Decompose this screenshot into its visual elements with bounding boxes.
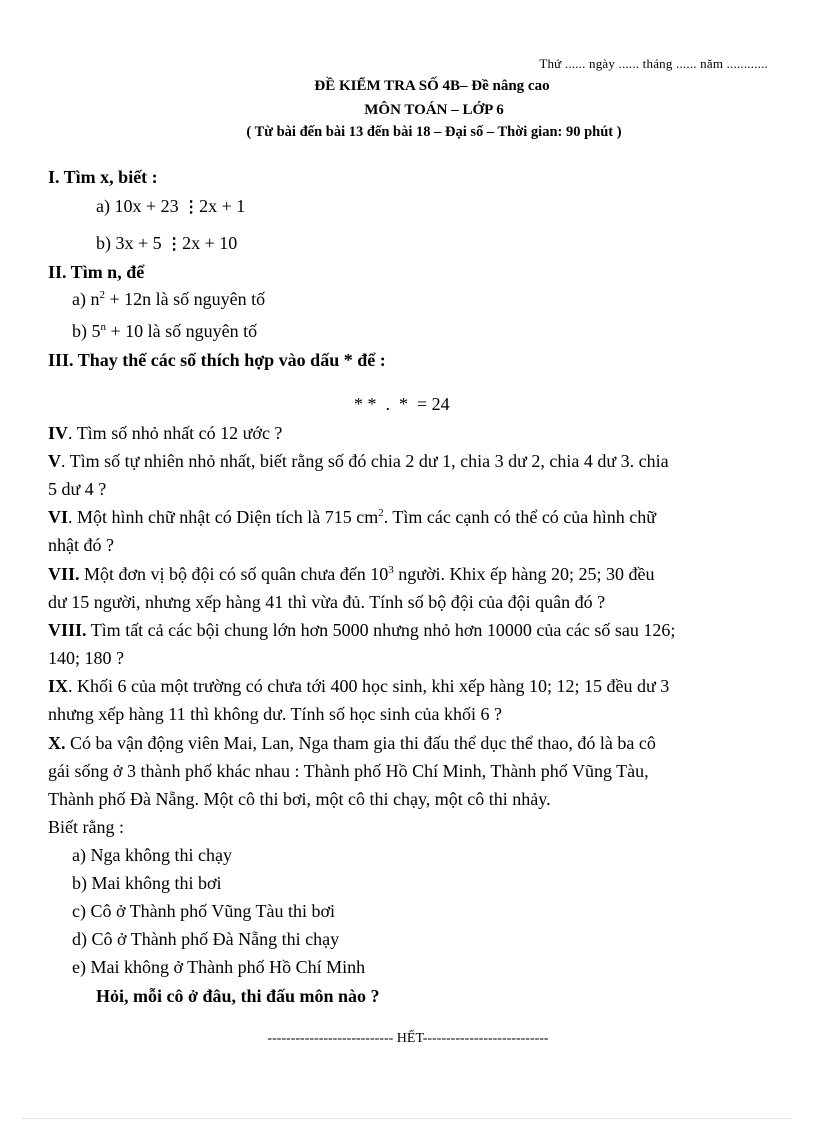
section-10-text: Có ba vận động viên Mai, Lan, Nga tham gia thi đấu thể dục thể thao, đó là ba cô (65, 733, 656, 753)
section-5-number: V (48, 451, 61, 471)
section-9-text: . Khối 6 của một trường có chưa tới 400 học sinh, khi xếp hàng 10; 12; 15 đều dư 3 (68, 676, 670, 696)
section-8-line-1 (48, 619, 675, 641)
section-10-given: Biết rằng : (48, 817, 124, 837)
section-10-item-d: d) Cô ở Thành phố Đà Nẵng thi chạy (72, 929, 340, 949)
section-6-text: . Một hình chữ nhật có Diện tích là 715 cm (68, 507, 379, 527)
section-6-line-1 (48, 506, 656, 528)
section-1-item-a (96, 195, 245, 219)
section-9-line-2: nhưng xếp hàng 11 thì không dư. Tính số học sinh của khối 6 ? (48, 704, 502, 724)
item-b-left: b) 3x + 5 (96, 233, 162, 253)
section-10-number: X. (48, 733, 66, 753)
item-a-right: 2x + 1 (199, 196, 246, 216)
section-4-text: . Tìm số nhỏ nhất có 12 ước ? (68, 423, 283, 443)
section-10-item-e: e) Mai không ở Thành phố Hồ Chí Minh (72, 957, 366, 977)
section-7-line-1 (48, 563, 655, 585)
item-b-text: + 10 là số nguyên tố (106, 321, 258, 341)
section-4 (48, 422, 282, 444)
date-line: Thứ ...... ngày ...... tháng ...... năm ............ (539, 56, 768, 71)
section-8-text: Tìm tất cả các bội chung lớn hơn 5000 nhưng nhỏ hơn 10000 của các số sau 126; (86, 620, 676, 640)
section-7-text: Một đơn vị bộ đội có số quân chưa đến 10 (79, 564, 389, 584)
exam-title: ĐỀ KIỂM TRA SỐ 4B– Đề nâng cao (314, 78, 550, 94)
section-6-text-end: . Tìm các cạnh có thể có của hình chữ (383, 507, 657, 527)
section-6-exponent: 2 (378, 507, 384, 519)
section-9-number: IX (48, 676, 69, 696)
section-10-question: Hỏi, mỗi cô ở đâu, thi đấu môn nào ? (96, 986, 380, 1006)
exam-scope: ( Từ bài đến bài 13 đến bài 18 – Đại số – Thời gian: 90 phút ) (246, 124, 622, 140)
item-b-base: b) 5 (72, 321, 101, 341)
section-10-item-b: b) Mai không thi bơi (72, 873, 222, 893)
section-5-text: . Tìm số tự nhiên nhỏ nhất, biết rằng số đó chia 2 dư 1, chia 3 dư 2, chia 4 dư 3. chia (61, 451, 669, 471)
section-3-equation: * * . * = 24 (354, 394, 450, 414)
item-a-left: a) 10x + 23 (96, 196, 179, 216)
item-a-exponent: 2 (99, 289, 105, 301)
section-6-line-2: nhật đó ? (48, 535, 114, 555)
section-7-text-end: người. Khix ếp hàng 20; 25; 30 đều (393, 564, 655, 584)
exam-subject: MÔN TOÁN – LỚP 6 (364, 102, 504, 118)
section-6-number: VI (48, 507, 69, 527)
section-1-item-b (96, 232, 237, 256)
section-1-heading: I. Tìm x, biết : (48, 167, 158, 187)
section-8-number: VIII. (48, 620, 87, 640)
page-bottom-divider (22, 1118, 792, 1119)
section-2-heading: II. Tìm n, để (48, 262, 145, 282)
section-2-item-b (72, 320, 257, 342)
item-a-text: + 12n là số nguyên tố (104, 289, 266, 309)
item-b-exponent: n (100, 321, 106, 333)
section-8-line-2: 140; 180 ? (48, 648, 124, 668)
divisibility-symbol: ⋮ (166, 236, 183, 253)
section-5-line-2: 5 dư 4 ? (48, 479, 107, 499)
section-9-line-1 (48, 675, 669, 697)
section-4-number: IV (48, 423, 69, 443)
section-7-number: VII. (48, 564, 80, 584)
section-5-line-1 (48, 450, 669, 472)
item-a-base: a) n (72, 289, 100, 309)
section-10-line-3: Thành phố Đà Nẵng. Một cô thi bơi, một cô thi chạy, một cô thi nhảy. (48, 789, 551, 809)
end-marker: --------------------------- HẾT--------------------------- (267, 1031, 549, 1046)
section-10-item-c: c) Cô ở Thành phố Vũng Tàu thi bơi (72, 901, 336, 921)
section-7-exponent: 3 (388, 564, 394, 576)
section-3-heading: III. Thay thế các số thích hợp vào dấu * để : (48, 350, 386, 370)
divisibility-symbol: ⋮ (183, 199, 200, 216)
item-b-right: 2x + 10 (182, 233, 238, 253)
section-10-item-a: a) Nga không thi chạy (72, 845, 232, 865)
section-7-line-2: dư 15 người, nhưng xếp hàng 41 thì vừa đủ. Tính số bộ đội của đội quân đó ? (48, 592, 606, 612)
section-2-item-a (72, 288, 265, 310)
section-10-line-2: gái sống ở 3 thành phố khác nhau : Thành phố Hồ Chí Minh, Thành phố Vũng Tàu, (48, 761, 649, 781)
section-10-line-1 (48, 732, 656, 754)
